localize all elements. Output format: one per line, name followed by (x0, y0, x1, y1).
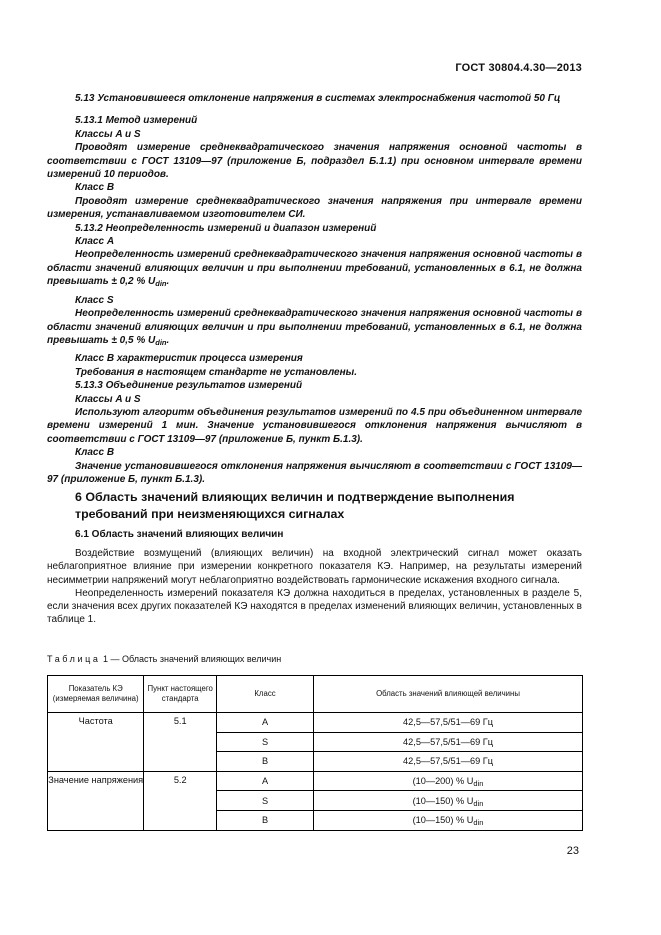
class-cell: S (217, 791, 314, 811)
paragraph: Используют алгоритм объединения результатов измерений по 4.5 при объединенном интервале времени измерений 1 мин. Значение установившегося отклонения напряжения вычисляют в соответствии с ГОСТ 13109—97 (приложение Б, пункт Б.1.3). (47, 406, 582, 445)
subsection-6-1-title: 6.1 Область значений влияющих величин (75, 529, 284, 540)
class-cell: A (217, 713, 314, 733)
influence-quantities-table (47, 675, 583, 831)
column-header: Показатель КЭ (измеряемая величина) (48, 676, 144, 713)
section-6-1-body (47, 547, 582, 627)
paragraph: Воздействие возмущений (влияющих величин) на входной электрический сигнал может оказать неблагоприятное влияние при измерении конкретного показателя КЭ. Например, на результаты измерений несимметрии напряжений могут неблагоприятно воздействовать гармонические искажения входного сигнала. (47, 548, 582, 586)
clause-cell: 5.2 (144, 771, 217, 830)
class-cell: S (217, 732, 314, 752)
class-cell: A (217, 771, 314, 791)
range-cell: (10—150) % $U_{din}$ (314, 810, 583, 830)
class-cell: B (217, 752, 314, 772)
table-header-row (48, 676, 583, 713)
paragraph: Неопределенность измерений показателя КЭ должна находиться в пределах, установленных в разделе 5, если значения всех других показателей КЭ находятся в пределах изменений влияющих величин, установленных в таблице 1. (47, 587, 582, 626)
class-b-label: Класс B (75, 447, 115, 459)
subscript-din: din (155, 279, 167, 289)
subscript-din: din (155, 337, 167, 347)
table-caption: Таблица 1 — Область значений влияющих величин (47, 654, 282, 664)
paragraph: Проводят измерение среднеквадратического значения напряжения основной частоты в соответствии с ГОСТ 13109—97 (приложение Б, подраздел Б.1.1) при основном интервале времени измерений 10 периодов. (47, 142, 582, 181)
section-6-title: 6 Область значений влияющих величин и подтверждение выполнения требований при неизменяющихся сигналах (75, 490, 515, 521)
range-cell: (10—200) % $U_{din}$ (314, 771, 583, 791)
paragraph: Проводят измерение среднеквадратического значения напряжения при интервале времени измерения, устанавливаемом изготовителем СИ. (47, 195, 582, 221)
paragraph: Требования в настоящем стандарте не установлены. (75, 366, 357, 378)
column-header: Класс (217, 676, 314, 713)
paragraph: Неопределенность измерений среднеквадратического значения напряжения основной частоты в области значений влияющих величин и при выполнении требований, установленных в 6.1, не должна превышать ± 0,2 % $U_{din}$. (47, 249, 582, 289)
classes-a-s-label: Классы A и S (75, 128, 141, 140)
range-cell: 42,5—57,5/51—69 Гц (314, 732, 583, 752)
class-cell: B (217, 810, 314, 830)
subsection-5-13-2: 5.13.2 Неопределенность измерений и диапазон измерений (75, 222, 377, 234)
column-header: Пункт настоящего стандарта (144, 676, 217, 713)
class-b-label: Класс B (75, 182, 115, 194)
clause-cell: 5.1 (144, 713, 217, 772)
section-5-13-title: 5.13 Установившееся отклонение напряжения в системах электроснабжения частотой 50 Гц (75, 93, 561, 104)
range-cell: 42,5—57,5/51—69 Гц (314, 713, 583, 733)
table-row (48, 713, 583, 733)
section-5-13 (47, 92, 582, 486)
class-s-label: Класс S (75, 294, 114, 306)
subsection-5-13-3: 5.13.3 Объединение результатов измерений (75, 380, 303, 392)
classes-a-s-label: Классы A и S (75, 393, 141, 405)
column-header: Область значений влияющей величины (314, 676, 583, 713)
subsection-5-13-1: 5.13.1 Метод измерений (75, 115, 198, 127)
class-a-label: Класс A (75, 236, 115, 248)
quantity-cell: Значение напряжения (48, 771, 144, 830)
range-cell: (10—150) % $U_{din}$ (314, 791, 583, 811)
table-row (48, 771, 583, 791)
class-b-process-label: Класс B характеристик процесса измерения (75, 353, 303, 365)
range-cell: 42,5—57,5/51—69 Гц (314, 752, 583, 772)
paragraph: Неопределенность измерений среднеквадратического значения напряжения основной частоты в области значений влияющих величин и при выполнении требований, установленных в 6.1, не должна превышать ± 0,5 % $U_{din}$. (47, 308, 582, 347)
paragraph: Значение установившегося отклонения напряжения вычисляют в соответствии с ГОСТ 13109—97 (приложение Б, пункт Б.1.3). (47, 460, 582, 485)
page-number: 23 (566, 845, 579, 857)
quantity-cell: Частота (48, 713, 144, 772)
standard-header: ГОСТ 30804.4.30—2013 (455, 62, 582, 74)
